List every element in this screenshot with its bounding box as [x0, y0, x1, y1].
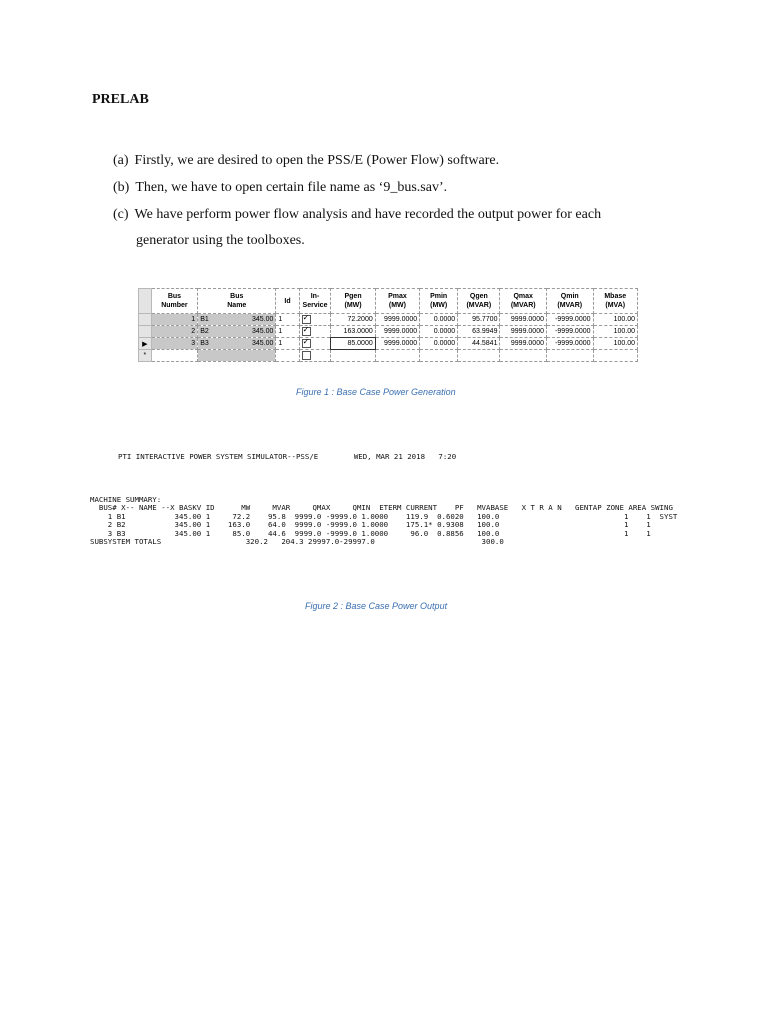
qgen-cell[interactable]: 95.7700	[458, 314, 500, 326]
in-service-cell[interactable]	[299, 314, 331, 326]
empty-cell[interactable]	[198, 350, 276, 362]
corner-cell	[139, 289, 152, 314]
empty-cell[interactable]	[593, 350, 638, 362]
generator-data-grid	[138, 288, 638, 374]
column-header[interactable]: Bus Name	[198, 289, 276, 314]
table-row[interactable]	[139, 314, 638, 326]
column-header[interactable]: Qmax (MVAR)	[500, 289, 547, 314]
bus-number-cell[interactable]: 3	[151, 338, 198, 350]
mbase-cell[interactable]: 100.00	[593, 326, 638, 338]
qgen-cell[interactable]: 63.9949	[458, 326, 500, 338]
column-header[interactable]: Id	[276, 289, 299, 314]
column-header[interactable]: Qmin (MVAR)	[546, 289, 593, 314]
step-c	[113, 206, 601, 224]
bus-name-cell[interactable]: B1 345.00	[198, 314, 276, 326]
table-row[interactable]	[139, 326, 638, 338]
prelab-heading: PRELAB	[92, 92, 149, 107]
simulator-banner: PTI INTERACTIVE POWER SYSTEM SIMULATOR--PSS/E WED, MAR 21 2018 7:20	[118, 452, 457, 461]
pgen-cell[interactable]: 72.2000	[331, 314, 375, 326]
qmax-cell[interactable]: 9999.0000	[500, 326, 547, 338]
pmin-cell[interactable]: 0.0000	[420, 326, 458, 338]
step-text: Firstly, we are desired to open the PSS/E (Power Flow) software.	[134, 153, 500, 168]
in-service-cell[interactable]	[299, 338, 331, 350]
in-service-checkbox[interactable]	[302, 339, 311, 348]
qmin-cell[interactable]: -9999.0000	[546, 314, 593, 326]
pmax-cell[interactable]: 9999.0000	[375, 314, 419, 326]
step-b	[113, 179, 447, 197]
empty-cell[interactable]	[500, 350, 547, 362]
empty-cell[interactable]	[420, 350, 458, 362]
in-service-checkbox[interactable]	[302, 327, 311, 336]
pmax-cell[interactable]: 9999.0000	[375, 338, 419, 350]
bus-name-cell[interactable]: B2 345.00	[198, 326, 276, 338]
pmin-cell[interactable]: 0.0000	[420, 314, 458, 326]
empty-cell[interactable]	[546, 350, 593, 362]
empty-cell[interactable]	[151, 350, 198, 362]
pmin-cell[interactable]: 0.0000	[420, 338, 458, 350]
empty-cell[interactable]	[375, 350, 419, 362]
step-marker: (c)	[113, 207, 129, 222]
empty-cell[interactable]	[458, 350, 500, 362]
qmax-cell[interactable]: 9999.0000	[500, 338, 547, 350]
bus-name-cell[interactable]: B3 345.00	[198, 338, 276, 350]
id-cell[interactable]: 1	[276, 314, 299, 326]
pmax-cell[interactable]: 9999.0000	[375, 326, 419, 338]
row-selector[interactable]	[139, 314, 152, 326]
row-selector[interactable]	[139, 326, 152, 338]
empty-cell[interactable]	[276, 350, 299, 362]
step-c-continuation: generator using the toolboxes.	[136, 233, 305, 248]
column-header[interactable]: Pmin (MW)	[420, 289, 458, 314]
mbase-cell[interactable]: 100.00	[593, 314, 638, 326]
column-header[interactable]: Mbase (MVA)	[593, 289, 638, 314]
in-service-cell[interactable]	[299, 326, 331, 338]
column-header[interactable]: Qgen (MVAR)	[458, 289, 500, 314]
bus-number-cell[interactable]: 1	[151, 314, 198, 326]
qmax-cell[interactable]: 9999.0000	[500, 314, 547, 326]
figure-1-caption: Figure 1 : Base Case Power Generation	[296, 387, 456, 397]
qgen-cell[interactable]: 44.5841	[458, 338, 500, 350]
new-table-row[interactable]	[139, 350, 638, 362]
column-header[interactable]: Bus Number	[151, 289, 198, 314]
row-selector[interactable]: *	[139, 350, 152, 362]
step-a	[113, 152, 499, 170]
id-cell[interactable]: 1	[276, 326, 299, 338]
machine-summary-output: MACHINE SUMMARY: BUS# X-- NAME --X BASKV ID MW MVAR QMAX QMIN ETERM CURRENT PF MVABASE X T R A N GENTAP ZONE AREA SWING 1 B1 345.00 1 72.2 95.8 9999.0 -9999.0 1.0000 119.9 0.6020 100.0 1 1 SYST 2 B2 345.00 1 163.0 64.0 9999.0 -9999.0 1.0000 175.1* 0.9308 100.0 1 1 3 B3 345.00 1 85.0 44.6 9999.0 -9999.0 1.0000 96.0 0.8856 100.0 1 1 SUBSYSTEM TOTALS 320.2 204.3 29997.0-29997.0 300.0	[90, 495, 678, 547]
step-text: We have perform power flow analysis and have recorded the output power for each	[134, 207, 602, 222]
step-marker: (b)	[113, 180, 130, 195]
qmin-cell[interactable]: -9999.0000	[546, 338, 593, 350]
row-selector[interactable]: ▶	[139, 338, 152, 350]
figure-2-caption: Figure 2 : Base Case Power Output	[305, 601, 448, 611]
in-service-checkbox[interactable]	[302, 315, 311, 324]
table-row[interactable]	[139, 338, 638, 350]
step-text: Then, we have to open certain file name as ‘9_bus.sav’.	[135, 180, 448, 195]
id-cell[interactable]: 1	[276, 338, 299, 350]
column-header[interactable]: Pmax (MW)	[375, 289, 419, 314]
in-service-cell[interactable]	[299, 350, 331, 362]
pgen-cell[interactable]: 163.0000	[331, 326, 375, 338]
qmin-cell[interactable]: -9999.0000	[546, 326, 593, 338]
column-header[interactable]: In- Service	[299, 289, 331, 314]
empty-cell[interactable]	[331, 350, 375, 362]
column-header[interactable]: Pgen (MW)	[331, 289, 375, 314]
grid-header-row	[139, 289, 638, 314]
mbase-cell[interactable]: 100.00	[593, 338, 638, 350]
in-service-checkbox[interactable]	[302, 351, 311, 360]
step-marker: (a)	[113, 153, 129, 168]
pgen-cell[interactable]: 85.0000	[331, 338, 375, 350]
bus-number-cell[interactable]: 2	[151, 326, 198, 338]
